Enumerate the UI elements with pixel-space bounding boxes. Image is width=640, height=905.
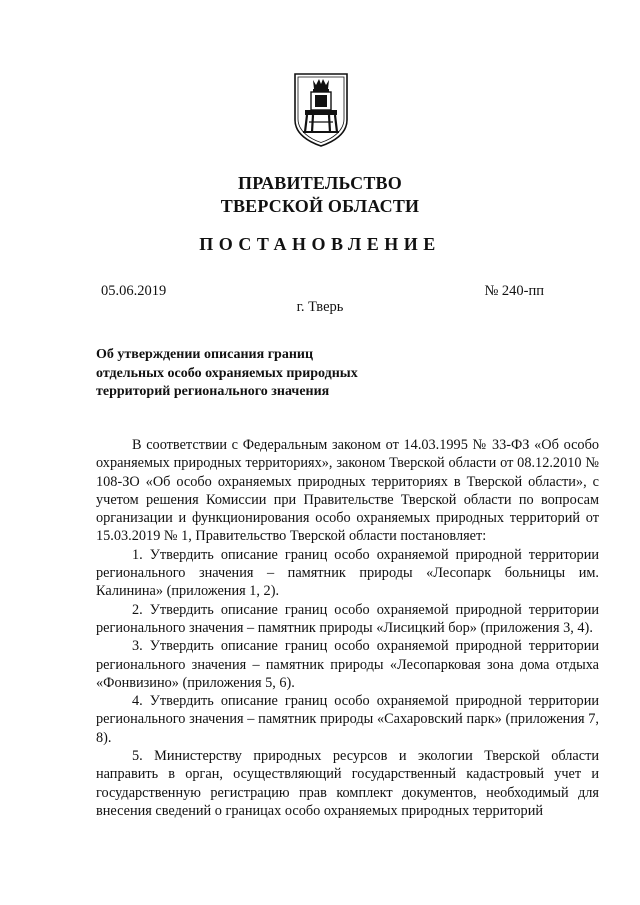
item-paragraph-4: 4. Утвердить описание границ особо охраняемой природной территории регионального значения – памятник природы «Сахаровский парк» (приложения 7, 8). <box>96 693 599 746</box>
document-number: № 240-пп <box>484 283 544 299</box>
document-subject <box>96 346 426 402</box>
document-body <box>96 436 599 820</box>
subject-line1: Об утверждении описания границ <box>96 347 314 362</box>
item-paragraph-1: 1. Утвердить описание границ особо охраняемой природной территории регионального значения – памятник природы «Лесопарк больницы им. Калинина» (приложения 1, 2). <box>96 546 599 600</box>
preamble-paragraph: В соответствии с Федеральным законом от 14.03.1995 № 33-ФЗ «Об особо охраняемых природных территориях», законом Тверской области от 08.12.2010 № 108-ЗО «Об особо охраняемых природных территориях в Тверской области», с учетом решения Комиссии при Правительстве Тверской области по вопросам организации и функционирования особо охраняемых природных территорий от 15.03.2019 № 1, Правительство Тверской области постановляет: <box>96 437 599 545</box>
item-paragraph-2: 2. Утвердить описание границ особо охраняемой природной территории регионального значения – памятник природы «Лисицкий бор» (приложения 3, 4). <box>96 601 599 636</box>
item-paragraph-3: 3. Утвердить описание границ особо охраняемой природной территории регионального значения – памятник природы «Лесопарковая зона дома отдыха «Фонвизино» (приложения 5, 6). <box>96 638 599 691</box>
tver-coat-of-arms-icon <box>291 70 351 148</box>
document-date: 05.06.2019 <box>101 283 167 299</box>
document-city: г. Тверь <box>296 299 344 315</box>
item-paragraph-5: 5. Министерству природных ресурсов и экологии Тверской области направить в орган, осуществляющий государственный кадастровый учет и государственную регистрацию прав комплект документов, необходимый для внесения сведений о границах особо охраняемых природных территорий <box>96 748 599 819</box>
subject-line2: отдельных особо охраняемых природных <box>96 365 358 381</box>
document-type: ПОСТАНОВЛЕНИЕ <box>199 234 441 254</box>
subject-line3: территорий регионального значения <box>96 384 330 399</box>
government-name-line1: ПРАВИТЕЛЬСТВО <box>238 173 402 193</box>
government-name <box>0 172 640 218</box>
government-name-line2: ТВЕРСКОЙ ОБЛАСТИ <box>220 196 420 216</box>
